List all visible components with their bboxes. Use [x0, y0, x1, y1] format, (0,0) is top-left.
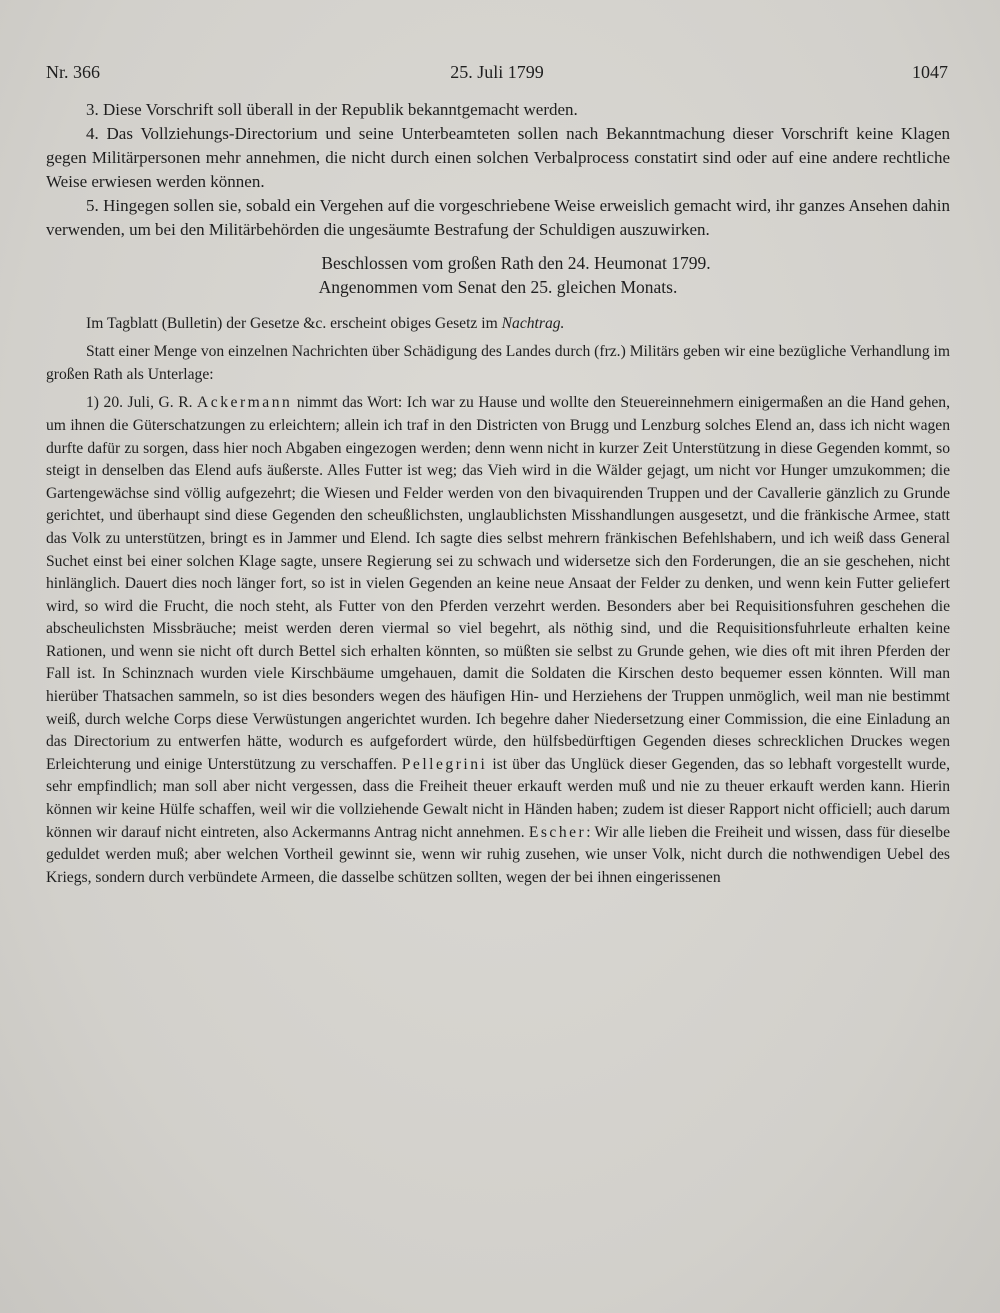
note-italic: Nachtrag. — [501, 314, 565, 332]
document-number: Nr. 366 — [46, 62, 100, 82]
note-paragraph — [46, 313, 950, 336]
debate-part-1: nimmt das Wort: Ich war zu Hause und wollte den Steuereinnehmern einigermaßen an die Hand gehen, um ihnen die Güterschatzungen zu erleichtern; allein ich traf in den Districten von Brugg und Lenzburg solches Elend an, dass ich nicht wagen durfte dafür zu sorgen, dass hier noch Abgaben eingezogen werden; denn wenn nicht in kurzer Zeit Unterstützung in diese Gegenden kommt, so steigt in denselben das Elend aufs äußerste. Alles Futter ist weg; das Vieh wird in die Wälder gejagt, um nicht vor Hunger umzukommen; die Gartengewächse sind völlig aufgezehrt; die Wiesen und Felder werden von den bivaquirenden Truppen und der Cavallerie gänzlich zu Grunde gerichtet, und überhaupt sind diese Gegenden den scheußlichsten, unglaublichsten Misshandlungen ausgesetzt, und die fränkische Armee, statt das Volk zu unterstützen, bringt es in Jammer und Elend. Ich sagte dies selbst mehrern fränkischen Befehlshabern, und ich weiß dass General Suchet einst bei einer solchen Klage sagte, unsere Regierung sei zu schwach und widersetze sich den Forderungen, die an sie geschehen, nicht hinlänglich. Dauert dies noch länger fort, so ist in vielen Gegenden an keine neue Ansaat der Felder zu denken, und wenn kein Futter geliefert wird, so wird die Frucht, die noch steht, als Futter von den Pferden verzehrt werden. Besonders aber bei Requisitionsfuhren geschehen die abscheulichsten Missbräuche; meist werden deren viermal so viel begehrt, als nöthig sind, und die Requisitionsfuhrleute erhalten keine Rationen, und wenn sie nicht oft durch Bettel sich erhalten könnten, so müßten sie selbst zu Grunde gehen, wie dies oft mit ihren Pferden der Fall ist. In Schinznach wurden viele Kirschbäume umgehauen, damit die Soldaten die Kirschen desto bequemer essen könnten. Will man hierüber Thatsachen sammeln, so ist dies besonders wegen des häufigen Hin- und Herziehens der Truppen unmöglich, weil man nie bestimmt weiß, durch welche Corps diese Verwüstungen angerichtet wurden. Ich begehre daher Niedersetzung einer Commission, die eine Einladung an das Directorium zu entwerfen hätte, wodurch es aufgefordert würde, den hülfsbedürftigen Gegenden dieses schrecklichen Druckes wegen Erleichterung und einige Unterstützung zu verschaffen. — [46, 394, 950, 773]
intro-paragraph: Statt einer Menge von einzelnen Nachrichten über Schädigung des Landes durch (frz.) Militärs geben wir eine bezügliche Verhandlung im großen Rath als Unterlage: — [46, 343, 950, 383]
debate-paragraph — [46, 392, 950, 889]
debate-opening: 1) 20. Juli, G. R. — [86, 394, 198, 412]
page-body — [46, 98, 950, 889]
resolution-line-1: Beschlossen vom großen Rath den 24. Heumonat 1799. — [321, 252, 711, 273]
page-header — [46, 62, 948, 86]
note-text: Im Tagblatt (Bulletin) der Gesetze &c. erscheint obiges Gesetz im — [86, 314, 502, 332]
page-number: 1047 — [912, 62, 948, 82]
debate-part-2: ist über das Unglück dieser Gegenden, das so lebhaft vorgestellt wurde, sehr empfindlich; man soll aber nicht vergessen, dass die Freiheit theuer erkauft werden muß und nie zu theuer erkauft werden kann. Hierin können wir keine Hülfe schaffen, weil wir die vollziehende Gewalt nicht in Händen haben; zudem ist dieser Rapport nicht officiell; auch darum können wir darauf nicht eintreten, also Ackermanns Antrag nicht annehmen. — [46, 755, 950, 841]
speaker-pellegrini: Pellegrini — [401, 755, 488, 773]
item-5: 5. Hingegen sollen sie, sobald ein Vergehen auf die vorgeschriebene Weise erweislich gemacht wird, ihr ganzes Ansehen dahin verwenden, um bei den Militärbehörden die ungesäumte Bestrafung der Schuldigen auszuwirken. — [46, 196, 950, 240]
resolution-line-2: Angenommen vom Senat den 25. gleichen Monats. — [318, 276, 678, 297]
debate-part-3: : Wir alle lieben die Freiheit und wissen, dass für dieselbe geduldet werden muß; aber welchen Vortheil gewinnt sie, wenn wir ruhig zusehen, wie unser Volk, nicht durch die nothwendigen Uebel des Kriegs, sondern durch verbündete Armeen, die dasselbe schützen sollten, wegen der bei ihnen eingerissenen — [46, 823, 950, 886]
item-3: 3. Diese Vorschrift soll überall in der Republik bekanntgemacht werden. — [86, 100, 578, 119]
speaker-escher: Escher — [528, 823, 587, 841]
document-date: 25. Juli 1799 — [450, 62, 544, 82]
speaker-ackermann: Ackermann — [197, 394, 293, 412]
item-4: 4. Das Vollziehungs-Directorium und seine Unterbeamteten sollen nach Bekanntmachung dieser Vorschrift keine Klagen gegen Militärpersonen mehr annehmen, die nicht durch einen solchen Verbalprocess constatirt sind oder auf eine andere rechtliche Weise erwiesen werden können. — [46, 124, 950, 192]
